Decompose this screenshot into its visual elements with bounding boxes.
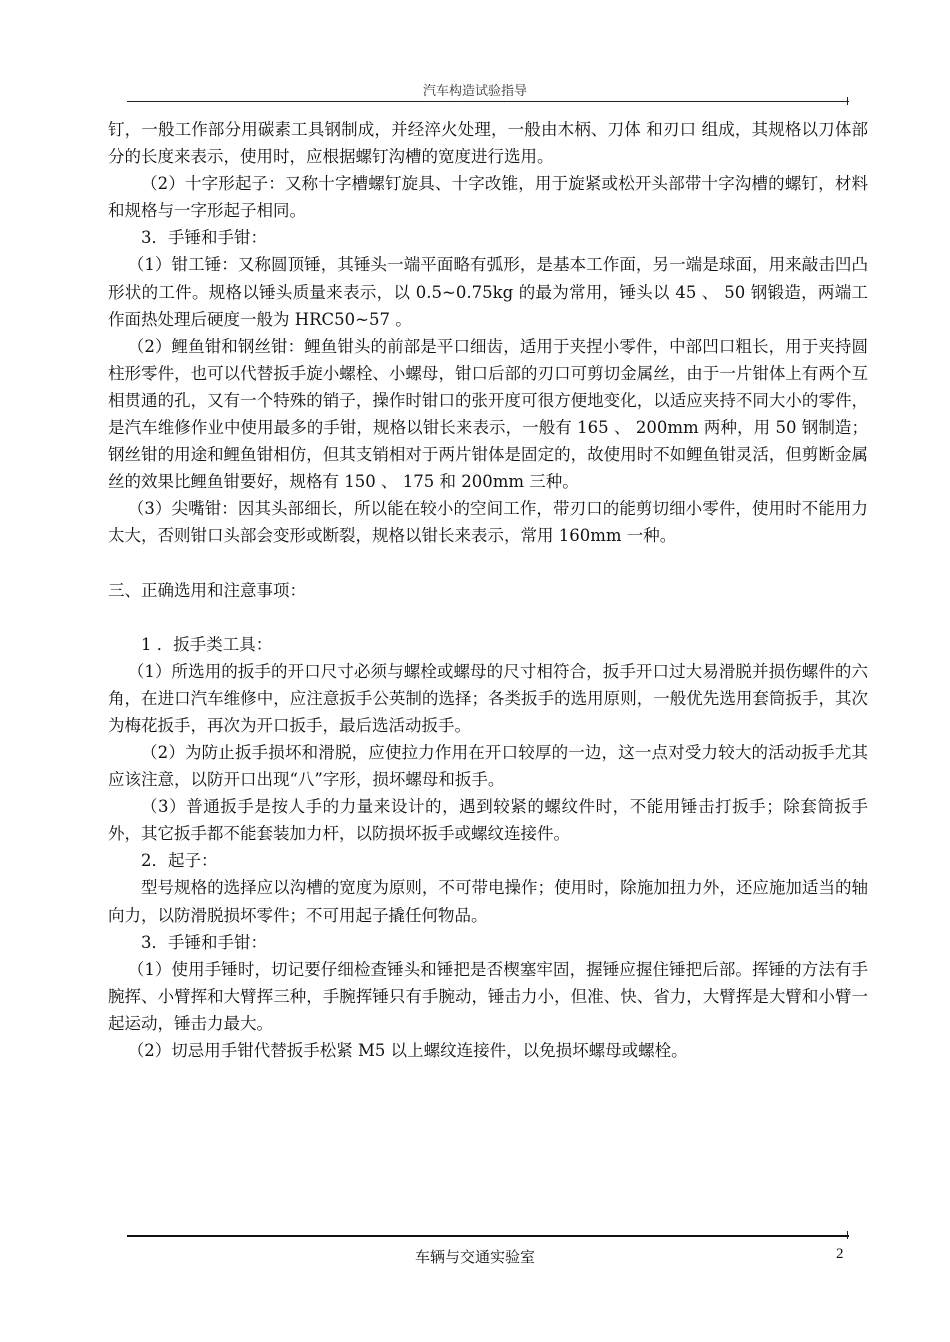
paragraph-fitter-hammer: （1）钳工锤：又称圆顶锤，其锤头一端平面略有弧形，是基本工作面，另一端是球面，用来敲击凹凸形状的工件。规格以锤头质量来表示，以 0.5~0.75kg 的最为常用，锤头以 45 、 50 钢锻造，两端工作面热处理后硬度一般为 HRC50~57 。 [108, 255, 868, 329]
section-heading-usage: 三、正确选用和注意事项： [108, 580, 306, 600]
paragraph-screwdriver-usage: 型号规格的选择应以沟槽的宽度为原则，不可带电操作；使用时，除施加扭力外，还应施加适当的轴向力，以防滑脱损坏零件；不可用起子撬任何物品。 [108, 878, 868, 925]
page-number: 2 [836, 1246, 844, 1262]
paragraph-carp-pliers: （2）鲤鱼钳和钢丝钳：鲤鱼钳头的前部是平口细齿，适用于夹捏小零件，中部凹口粗长，用于夹持圆柱形零件，也可以代替扳手旋小螺栓、小螺母，钳口后部的刃口可剪切金属丝，由于一片钳体上有两个互相贯通的孔，又有一个特殊的销子，操作时钳口的张开度可很方便地变化，以适应夹持不同大小的零件，是汽车维修作业中使用最多的手钳，规格以钳长来表示，一般有 165 、 200mm 两种，用 50 钢制造；钢丝钳的用途和鲤鱼钳相仿，但其支销相对于两片钳体是固定的，故使用时不如鲤鱼钳灵活，但剪断金属丝的效果比鲤鱼钳要好，规格有 150 、 175 和 200mm 三种。 [108, 336, 868, 492]
subheading-wrenches: 1 ．扳手类工具： [141, 634, 273, 654]
subheading-screwdriver: 2．起子： [141, 851, 218, 871]
paragraph-wrench-force: （2）为防止扳手损坏和滑脱，应使拉力作用在开口较厚的一边，这一点对受力较大的活动扳手尤其应该注意，以防开口出现“八”字形，损坏螺母和扳手。 [108, 742, 868, 790]
footer-divider-tick [847, 1231, 848, 1239]
header-divider [127, 101, 849, 102]
document-body [108, 116, 868, 1064]
page-header-title: 汽车构造试验指导 [422, 84, 527, 99]
header-divider-tick [847, 97, 848, 105]
paragraph-cross-screwdriver: （2）十字形起子：又称十字槽螺钉旋具、十字改锥，用于旋紧或松开头部带十字沟槽的螺钉，材料和规格与一字形起子相同。 [108, 174, 868, 221]
paragraph-needle-nose-pliers: （3）尖嘴钳：因其头部细长，所以能在较小的空间工作，带刃口的能剪切细小零件，使用时不能用力太大，否则钳口头部会变形或断裂，规格以钳长来表示，常用 160mm 一种。 [108, 499, 868, 546]
subheading-hammer-pliers: 3．手锤和手钳： [141, 228, 267, 248]
paragraph-wrench-strength: （3）普通扳手是按人手的力量来设计的，遇到较紧的螺纹件时，不能用锤击打扳手；除套筒扳手外，其它扳手都不能套装加力杆，以防损坏扳手或螺纹连接件。 [108, 797, 868, 844]
paragraph-screwdriver-continued: 钉，一般工作部分用碳素工具钢制成，并经淬火处理，一般由木柄、刀体 和刃口 组成，其规格以刀体部分的长度来表示，使用时，应根据螺钉沟槽的宽度进行选用。 [108, 120, 868, 167]
paragraph-wrench-size: （1）所选用的扳手的开口尺寸必须与螺栓或螺母的尺寸相符合，扳手开口过大易滑脱并损伤螺件的六角，在进口汽车维修中，应注意扳手公英制的选择；各类扳手的选用原则，一般优先选用套筒扳手，其次为梅花扳手，再次为开口扳手，最后选活动扳手。 [108, 661, 868, 735]
subheading-hammer-pliers-usage: 3．手锤和手钳： [141, 932, 267, 952]
paragraph-pliers-caution: （2）切忌用手钳代替扳手松紧 M5 以上螺纹连接件，以免损坏螺母或螺栓。 [127, 1041, 688, 1060]
paragraph-hammer-usage: （1）使用手锤时，切记要仔细检查锤头和锤把是否楔塞牢固，握锤应握住锤把后部。挥锤的方法有手腕挥、小臂挥和大臂挥三种，手腕挥锤只有手腕动，锤击力小，但准、快、省力，大臂挥是大臂和小臂一起运动，锤击力最大。 [108, 959, 868, 1033]
footer-divider [127, 1235, 849, 1237]
page-footer-title: 车辆与交通实验室 [414, 1248, 535, 1266]
